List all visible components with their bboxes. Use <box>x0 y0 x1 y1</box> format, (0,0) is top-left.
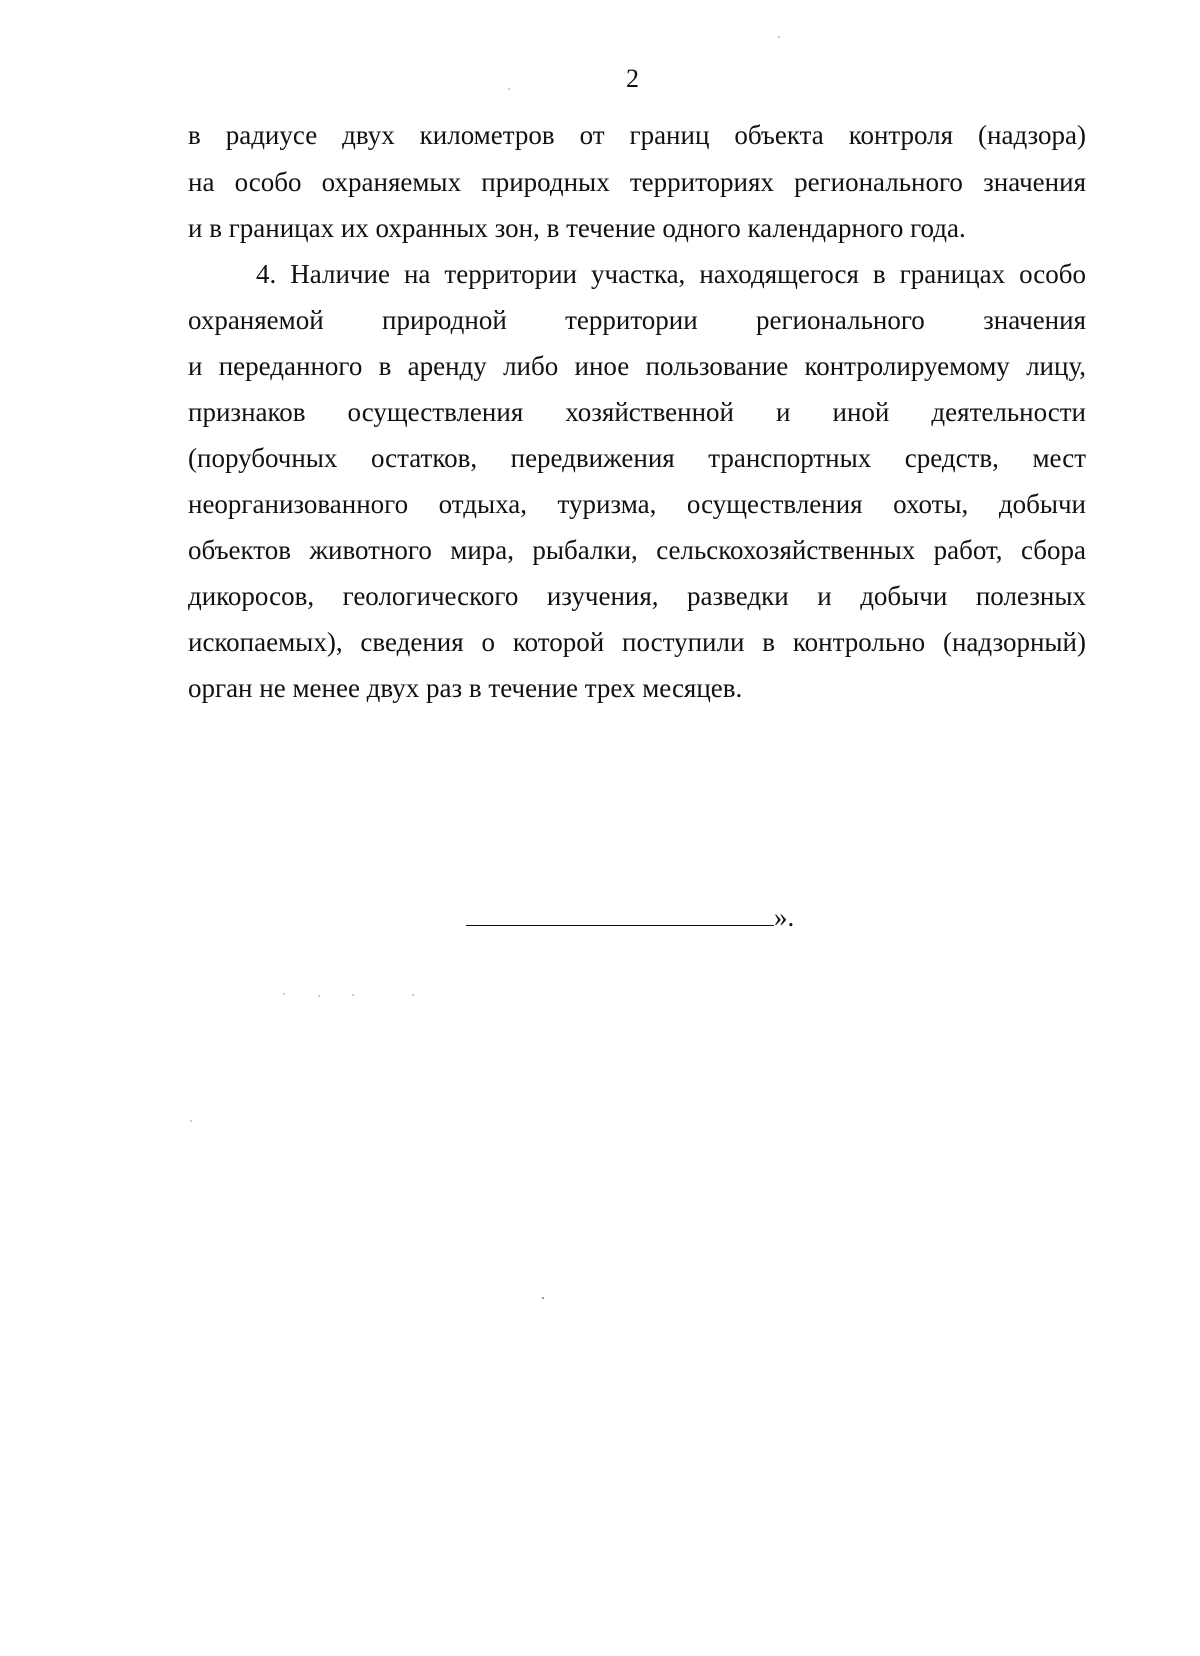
text-line: орган не менее двух раз в течение трех месяцев. <box>188 673 743 703</box>
scan-speck <box>508 88 510 90</box>
scan-speck <box>778 36 780 38</box>
closing-quote-mark: ». <box>774 902 795 932</box>
text-line: неорганизованного отдыха, туризма, осуществления охоты, добычи <box>188 489 1086 519</box>
scan-speck <box>318 995 320 997</box>
paragraph-4-first-line: 4. Наличие на территории участка, находящегося в границах особо <box>256 259 1086 289</box>
scan-speck <box>190 1120 192 1122</box>
scan-speck <box>352 994 354 996</box>
page-number: 2 <box>626 64 639 93</box>
scan-speck <box>542 1297 544 1299</box>
text-line: объектов животного мира, рыбалки, сельскохозяйственных работ, сбора <box>188 535 1086 565</box>
text-line: и переданного в аренду либо иное пользование контролируемому лицу, <box>188 351 1086 381</box>
closing-rule <box>466 901 774 926</box>
text-line: и в границах их охранных зон, в течение одного календарного года. <box>188 213 966 243</box>
text-line: охраняемой природной территории регионального значения <box>188 305 1086 335</box>
scan-speck <box>412 994 414 996</box>
closing-line <box>466 900 794 934</box>
text-line: признаков осуществления хозяйственной и иной деятельности <box>188 397 1086 427</box>
text-line: дикоросов, геологического изучения, разведки и добычи полезных <box>188 581 1086 611</box>
text-line: (порубочных остатков, передвижения транспортных средств, мест <box>188 443 1086 473</box>
scan-speck <box>283 993 285 995</box>
text-line: на особо охраняемых природных территориях регионального значения <box>188 167 1086 197</box>
text-line: ископаемых), сведения о которой поступили в контрольно (надзорный) <box>188 627 1086 657</box>
text-line: в радиусе двух километров от границ объекта контроля (надзора) <box>188 120 1086 150</box>
